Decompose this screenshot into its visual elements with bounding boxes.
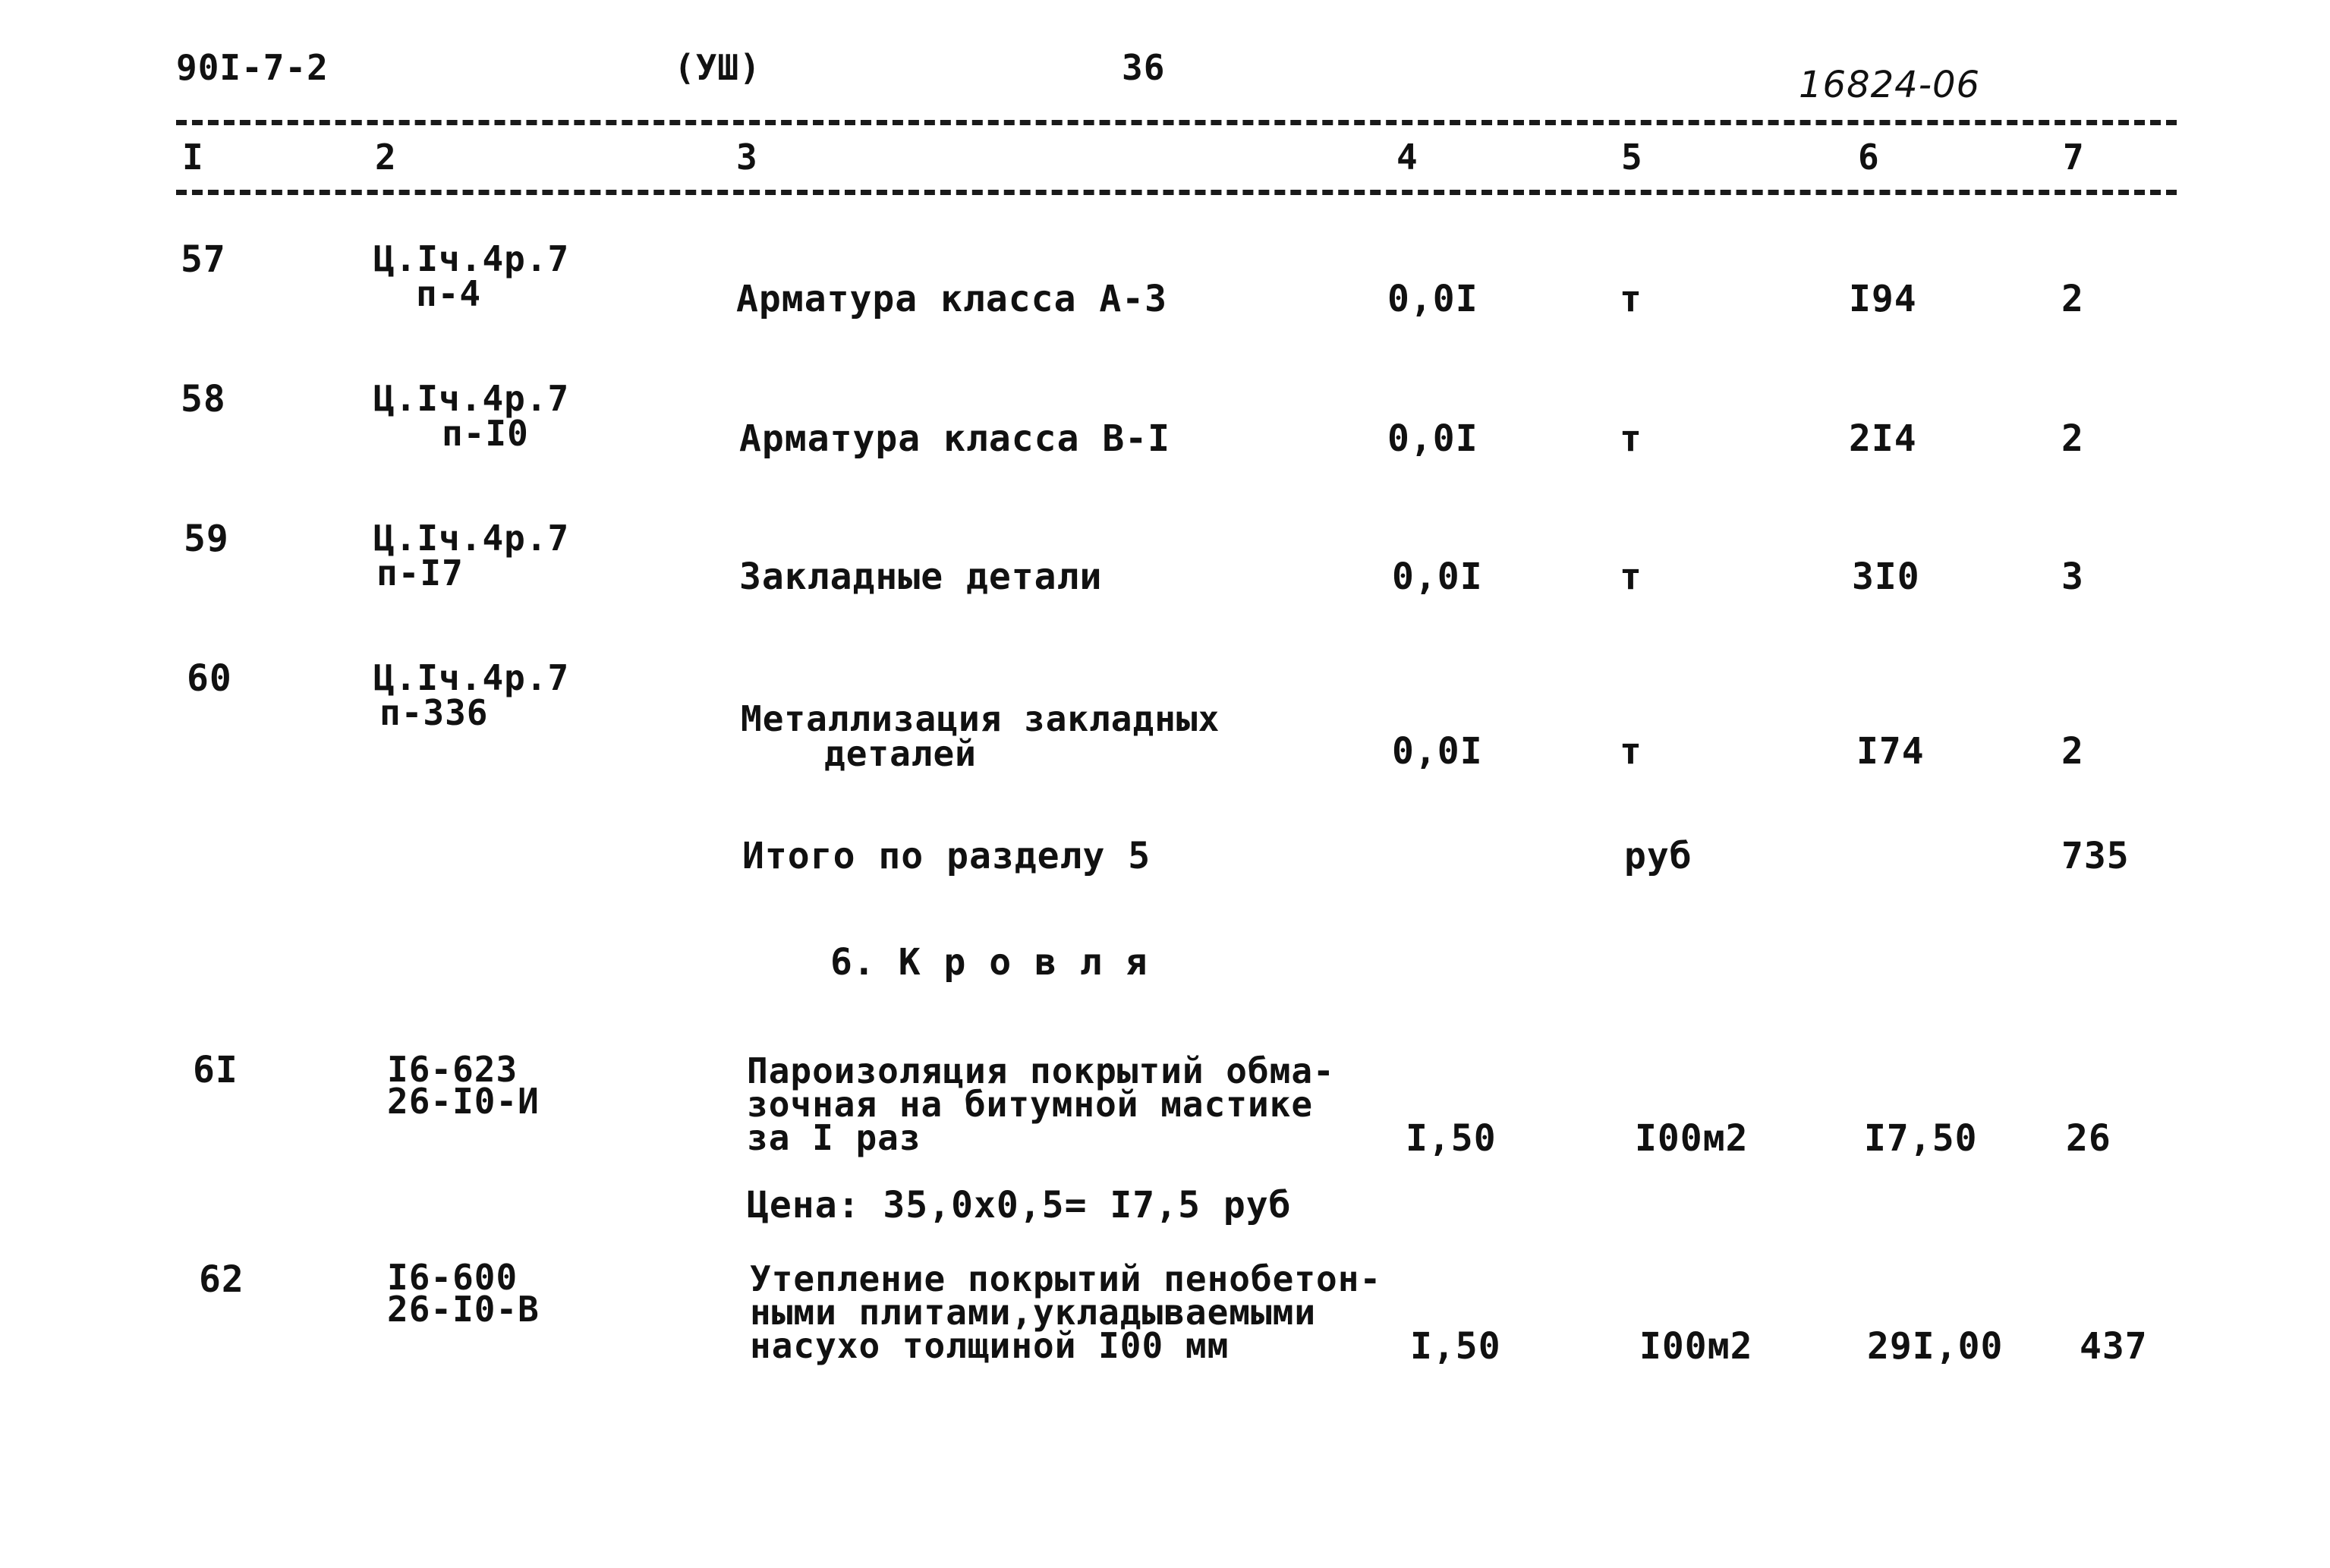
quantity: I,50 [1406, 1117, 1497, 1160]
quantity: 0,0I [1387, 278, 1478, 320]
unit: т [1620, 556, 1642, 598]
quantity: I,50 [1410, 1325, 1501, 1368]
unit: т [1620, 730, 1642, 773]
work-name-continued: деталей [824, 733, 977, 774]
quantity: 0,0I [1392, 556, 1483, 598]
section-title: 6. К р о в л я [830, 941, 1148, 984]
row-number: 60 [187, 657, 232, 700]
norm-code-item: п-I7 [376, 553, 464, 594]
norm-code: Ц.Iч.4р.7 [373, 238, 570, 279]
norm-code: Ц.Iч.4р.7 [373, 657, 570, 698]
column-header-3: 3 [736, 137, 758, 178]
unit: т [1620, 417, 1642, 460]
column-header-5: 5 [1621, 137, 1643, 178]
work-name-continued: ными плитами,укладываемыми [750, 1292, 1317, 1333]
unit-price: I74 [1856, 730, 1925, 773]
work-name: Металлизация закладных [741, 698, 1220, 739]
column-header-1: I [182, 137, 204, 178]
work-name: Закладные детали [739, 556, 1103, 598]
norm-code-item: п-4 [416, 273, 482, 314]
column-header-2: 2 [375, 137, 397, 178]
row-total: 3 [2061, 556, 2084, 598]
norm-code-item: п-336 [379, 692, 489, 733]
row-total: 2 [2061, 278, 2084, 320]
page-number: 36 [1122, 47, 1166, 88]
row-total: 437 [2080, 1325, 2148, 1368]
row-total: 2 [2061, 730, 2084, 773]
row-number: 62 [199, 1258, 244, 1301]
unit: т [1620, 278, 1642, 320]
column-header-7: 7 [2063, 137, 2085, 178]
norm-code-item: п-I0 [442, 413, 529, 454]
quantity: 0,0I [1387, 417, 1478, 460]
row-number: 58 [181, 378, 226, 420]
row-number: 6I [193, 1049, 238, 1091]
norm-code: I6-600 [387, 1257, 518, 1298]
unit-price: I94 [1849, 278, 1917, 320]
column-header-4: 4 [1396, 137, 1418, 178]
norm-code: Ц.Iч.4р.7 [373, 378, 570, 419]
work-name-continued: насухо толщиной I00 мм [750, 1325, 1230, 1366]
work-name: Пароизоляция покрытий обма- [747, 1050, 1335, 1091]
row-number: 57 [181, 238, 226, 281]
subtotal-label: Итого по разделу 5 [742, 835, 1151, 877]
norm-code: Ц.Iч.4р.7 [373, 518, 570, 559]
price-note: Цена: 35,0х0,5= I7,5 руб [747, 1184, 1292, 1226]
norm-code: I6-623 [387, 1049, 518, 1090]
work-name: Арматура класса В-I [739, 417, 1171, 460]
subtotal-unit: руб [1624, 835, 1692, 877]
work-name-continued: за I раз [747, 1117, 921, 1158]
unit: I00м2 [1635, 1117, 1749, 1160]
quantity: 0,0I [1392, 730, 1483, 773]
header-top-rule [176, 120, 2177, 125]
album-number: (УШ) [674, 47, 761, 88]
header-bottom-rule [176, 190, 2177, 195]
unit-price: 3I0 [1852, 556, 1920, 598]
work-name: Утепление покрытий пенобетон- [750, 1258, 1382, 1299]
unit-price: 29I,00 [1867, 1325, 2004, 1368]
row-total: 26 [2066, 1117, 2111, 1160]
row-number: 59 [184, 518, 229, 560]
document-code: 90I-7-2 [176, 47, 329, 88]
row-total: 2 [2061, 417, 2084, 460]
inventory-number: 16824-06 [1799, 64, 1981, 106]
unit: I00м2 [1639, 1325, 1753, 1368]
column-header-6: 6 [1858, 137, 1880, 178]
work-name: Арматура класса А-3 [736, 278, 1168, 320]
unit-price: I7,50 [1864, 1117, 1978, 1160]
norm-code-item: 26-I0-И [387, 1081, 540, 1122]
work-name-continued: зочная на битумной мастике [747, 1084, 1314, 1125]
norm-code-item: 26-I0-В [387, 1289, 540, 1330]
subtotal-total: 735 [2061, 835, 2130, 877]
unit-price: 2I4 [1849, 417, 1917, 460]
